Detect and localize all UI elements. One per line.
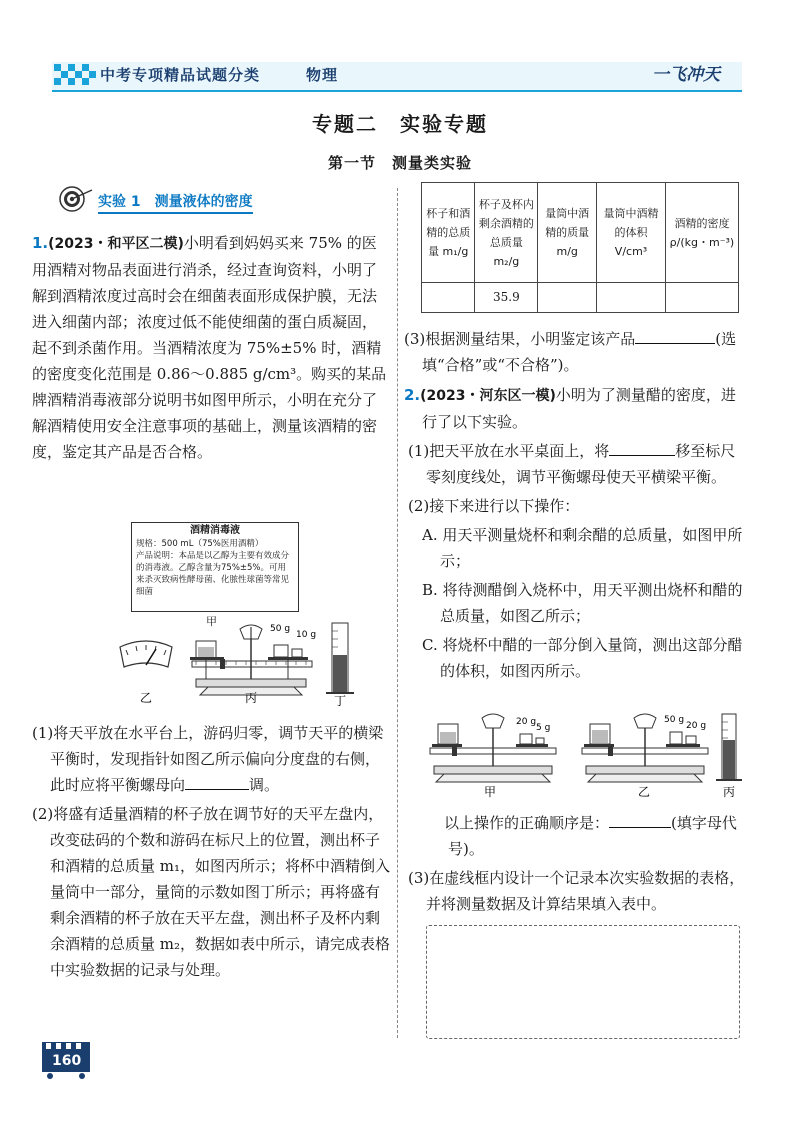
table-cell-m[interactable] <box>538 283 597 313</box>
q1-part2: (2)将盛有适量酒精的杯子放在调节好的天平左盘内，改变砝码的个数和游码在标尺上的位置，测出杯子和酒精的总质量 m₁，如图丙所示；将杯中酒精倒入量筒中一部分，量筒的示数如图丁所示；再将盛有剩余酒精的杯子放在天平左盘，测出杯子及杯内剩余酒精的总质量 m₂，数据如表中所示，请完成表格中实验数据的记录与处理。 <box>32 805 391 979</box>
q2-part1-suffix: 移至标尺零刻度线处，调节平衡螺母使天平横梁平衡。 <box>426 442 736 486</box>
header-subject: 物理 <box>306 66 339 84</box>
weight-50g: 50 g <box>270 624 291 634</box>
measuring-cylinder <box>326 623 354 693</box>
fig-label-yi: 乙 <box>140 691 153 705</box>
q2-order <box>404 810 750 862</box>
q1-data-table <box>421 182 739 313</box>
weight-b-50g: 50 g <box>664 715 685 725</box>
q2-order-suffix: (填字母代号)。 <box>448 814 737 858</box>
q2-part3: (3)在虚线框内设计一个记录本次实验数据的表格，并将测量数据及计算结果填入表中。 <box>408 869 745 913</box>
weight-a-20g: 20 g <box>516 717 537 727</box>
q1-number: 1. <box>32 234 49 252</box>
q1-text: 小明看到妈妈买来 75% 的医用酒精对物品表面进行消杀，经过查询资料，小明了解到酒精浓度过高时会在细菌表面形成保护膜，无法进入细菌内部；浓度过低不能使细菌的蛋白质凝固，起不到杀菌作用。当酒精浓度为 75%±5% 时，酒精的密度变化范围是 0.86～0.885 g/cm³。购买的某品牌酒精消毒液部分说明书如图甲所示，小明在充分了解酒精使用安全注意事项的基础上，测量该酒精的密度，鉴定其产品是否合格。 <box>32 234 387 461</box>
weight-b-20g: 20 g <box>686 721 707 731</box>
q2-part1-blank[interactable] <box>609 439 675 456</box>
table-header-m2: 杯子及杯内剩余酒精的总质量 m₂/g <box>475 183 538 283</box>
header-logo: 一飞冲天 <box>652 65 720 85</box>
fig-label-bing-2: 丙 <box>723 785 736 799</box>
table-cell-rho[interactable] <box>665 283 738 313</box>
measuring-cylinder-2 <box>716 714 742 780</box>
q1-part3-blank[interactable] <box>635 327 715 344</box>
q2-option-c: C. 将烧杯中醋的一部分倒入量筒，测出这部分醋的体积，如图丙所示。 <box>422 636 743 680</box>
header-series-title: 中考专项精品试题分类 <box>100 66 261 84</box>
weight-a-5g: 5 g <box>536 723 551 733</box>
q2-text: 小明为了测量醋的密度，进行了以下实验。 <box>422 386 736 431</box>
fig-label-ding: 丁 <box>334 694 347 707</box>
question-1-intro <box>32 230 390 465</box>
q2-order-text: 以上操作的正确顺序是： <box>444 814 610 832</box>
label-title: 酒精消毒液 <box>190 525 240 536</box>
table-header-rho: 酒精的密度 ρ/(kg・m⁻³) <box>665 183 738 283</box>
header-rule <box>52 90 742 92</box>
fig-label-jia-2: 甲 <box>484 785 497 799</box>
q1-part3-suffix: (选填“合格”或“不合格”)。 <box>422 330 737 374</box>
q1-part3-text: (3)根据测量结果，小明鉴定该产品 <box>404 330 636 348</box>
table-header-m1: 杯子和酒精的总质量 m₁/g <box>422 183 475 283</box>
weight-10g: 10 g <box>296 630 317 640</box>
balance-scale <box>190 625 312 695</box>
target-icon <box>58 184 94 214</box>
fig-label-jia: 甲 <box>206 615 217 628</box>
right-column-text <box>404 326 750 687</box>
table-header-v: 量筒中酒精的体积 V/cm³ <box>597 183 666 283</box>
q2-option-a: A. 用天平测量烧杯和剩余醋的总质量，如图甲所示； <box>422 526 743 570</box>
table-header-m: 量筒中酒精的质量 m/g <box>538 183 597 283</box>
topic-title: 专题二 实验专题 <box>312 112 488 136</box>
q2-part1 <box>404 438 750 490</box>
design-table-box[interactable] <box>426 925 740 1039</box>
q2-number: 2. <box>404 386 421 404</box>
q2-order-blank[interactable] <box>609 811 671 828</box>
q1-intro-paragraph <box>32 230 390 465</box>
label-spec: 规格：500 mL（75%医用酒精） <box>136 539 264 549</box>
q2-intro <box>404 382 750 435</box>
q1-source: (2023・和平区二模) <box>48 236 184 252</box>
q1-figure <box>112 615 370 707</box>
q2-source: (2023・河东区一模) <box>420 388 556 404</box>
q1-part1 <box>32 720 390 798</box>
q1-part3 <box>404 326 750 378</box>
q2-parts-lower <box>404 810 750 920</box>
q1-part1-text: (1)将天平放在水平台上，游码归零，调节天平的横梁平衡时，发现指针如图乙所示偏向分度盘的右侧，此时应将平衡螺母向 <box>32 724 384 794</box>
page-number: 160 <box>48 1053 85 1069</box>
experiment-label: 实验 1 测量液体的密度 <box>98 191 253 214</box>
table-cell-m1[interactable] <box>422 283 475 313</box>
section-title: 第一节 测量类实验 <box>327 154 472 172</box>
q1-parts <box>32 720 390 986</box>
table-cell-v[interactable] <box>597 283 666 313</box>
q2-part2: (2)接下来进行以下操作： <box>408 497 580 515</box>
column-divider <box>397 188 398 1038</box>
pointer-dial <box>120 641 172 667</box>
table-cell-m2: 35.9 <box>475 283 538 313</box>
label-desc: 产品说明：本品是以乙醇为主要有效成分的消毒液。乙醇含量为75%±5%。可用来杀灭致病性酵母菌、化脓性球菌等常见细菌 <box>136 551 290 597</box>
q2-part1-text: (1)把天平放在水平桌面上，将 <box>408 442 610 460</box>
q1-part1-suffix: 调。 <box>249 776 280 794</box>
q2-option-b: B. 将待测醋倒入烧杯中，用天平测出烧杯和醋的总质量，如图乙所示； <box>422 581 743 625</box>
q2-figure <box>420 710 750 802</box>
fig-label-bing: 丙 <box>245 691 258 705</box>
alcohol-label-box <box>131 522 299 612</box>
q1-part1-blank[interactable] <box>185 773 249 790</box>
fig-label-yi-2: 乙 <box>638 785 651 799</box>
